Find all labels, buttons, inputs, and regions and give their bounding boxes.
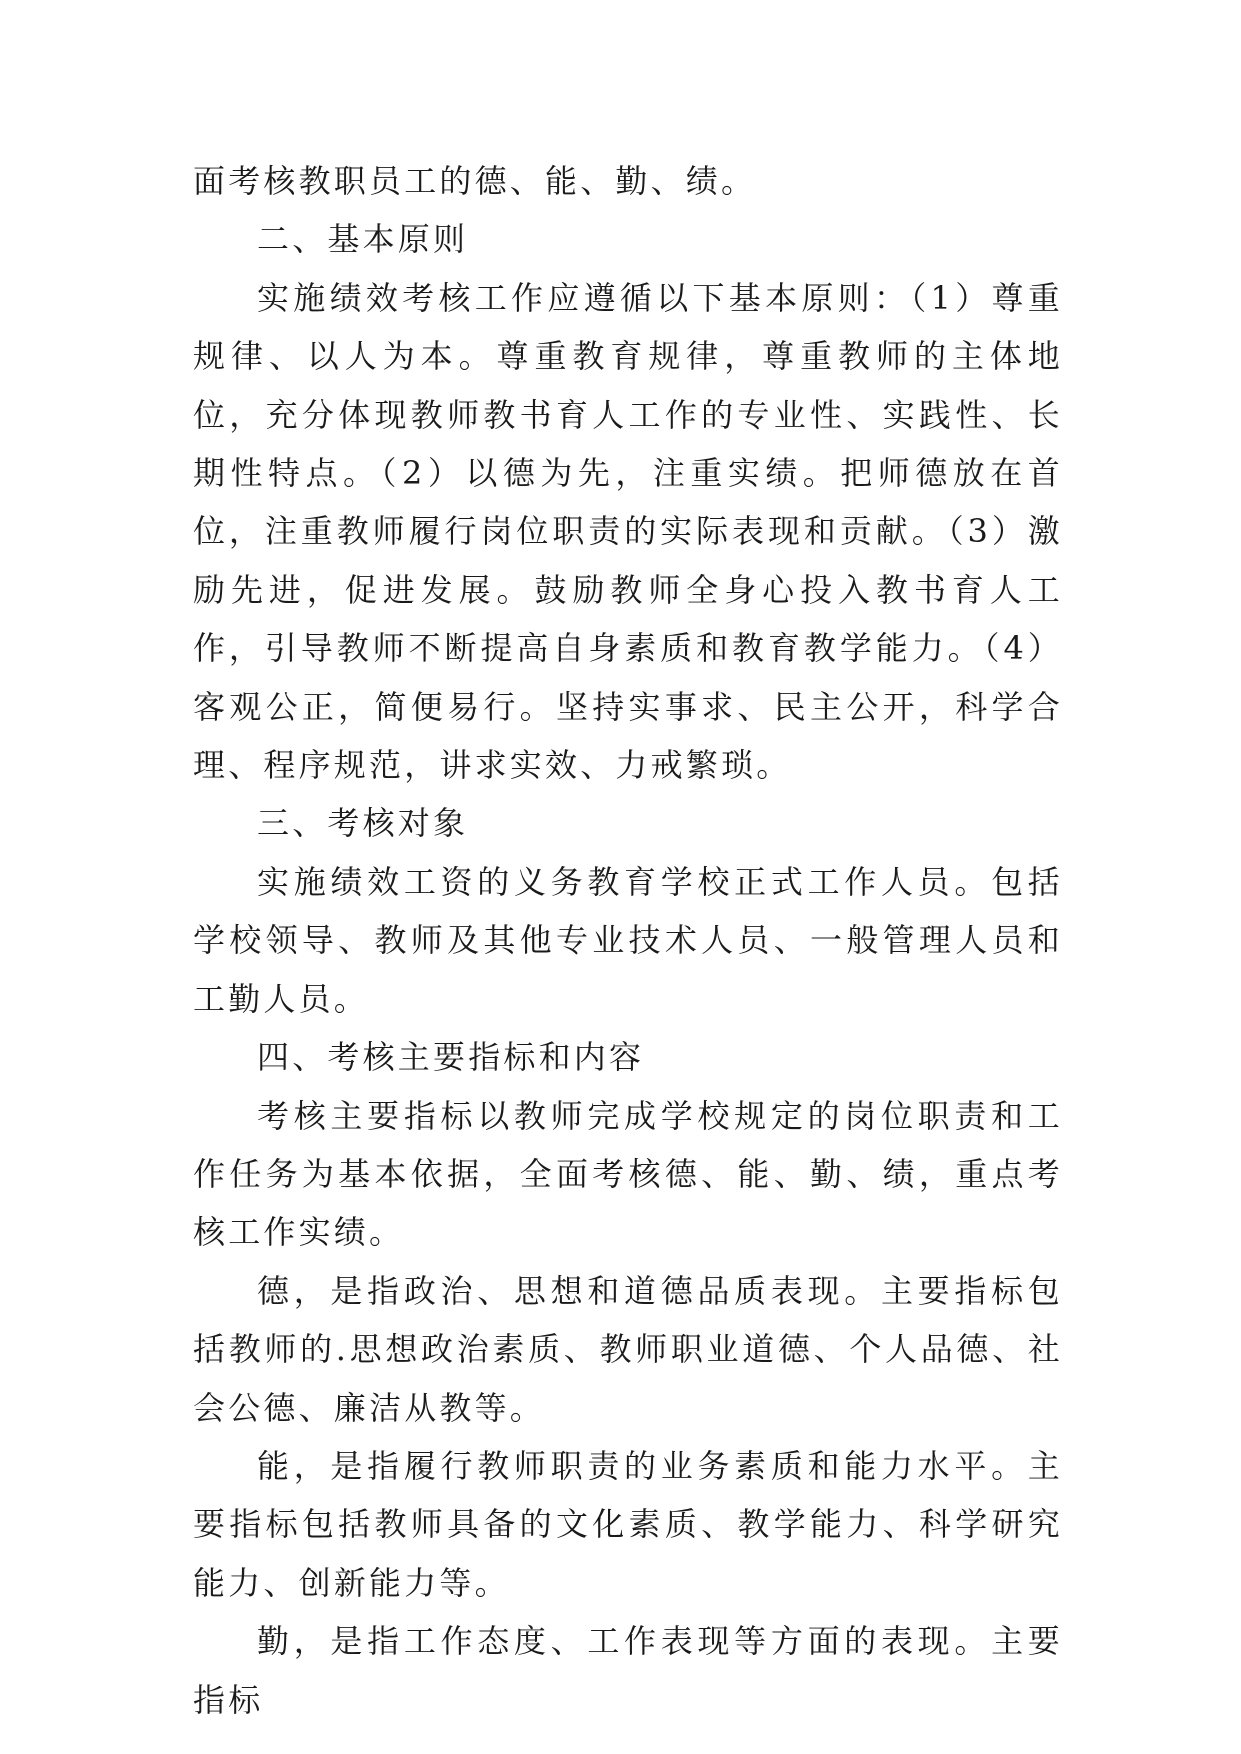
paragraph-virtue: 德，是指政治、思想和道德品质表现。主要指标包括教师的.思想政治素质、教师职业道德、个人品德、社会公德、廉洁从教等。 <box>193 1271 1063 1427</box>
paragraph-principles: 实施绩效考核工作应遵循以下基本原则：（1）尊重规律、以人为本。尊重教育规律，尊重教师的主体地位，充分体现教师教书育人工作的专业性、实践性、长期性特点。（2）以德为先，注重实绩。把师德放在首位，注重教师履行岗位职责的实际表现和贡献。（3）激励先进，促进发展。鼓励教师全身心投入教书育人工作，引导教师不断提高自身素质和教育教学能力。（4）客观公正，简便易行。坚持实事求、民主公开，科学合理、程序规范，讲求实效、力戒繁琐。 <box>193 278 1063 785</box>
section-heading-indicators: 四、考核主要指标和内容 <box>257 1038 645 1077</box>
paragraph-diligence: 勤，是指工作态度、工作表现等方面的表现。主要指标 <box>193 1622 1063 1719</box>
paragraph-indicators: 考核主要指标以教师完成学校规定的岗位职责和工作任务为基本依据，全面考核德、能、勤、绩，重点考核工作实绩。 <box>193 1096 1063 1252</box>
paragraph-ability: 能，是指履行教师职责的业务素质和能力水平。主要指标包括教师具备的文化素质、教学能力、科学研究能力、创新能力等。 <box>193 1446 1063 1602</box>
paragraph-targets: 实施绩效工资的义务教育学校正式工作人员。包括学校领导、教师及其他专业技术人员、一般管理人员和工勤人员。 <box>193 862 1063 1018</box>
document-body <box>193 152 1063 1729</box>
section-heading-assessment-targets: 三、考核对象 <box>257 804 469 843</box>
section-heading-basic-principles: 二、基本原则 <box>257 220 469 259</box>
paragraph-continuation: 面考核教职员工的德、能、勤、绩。 <box>193 162 757 200</box>
